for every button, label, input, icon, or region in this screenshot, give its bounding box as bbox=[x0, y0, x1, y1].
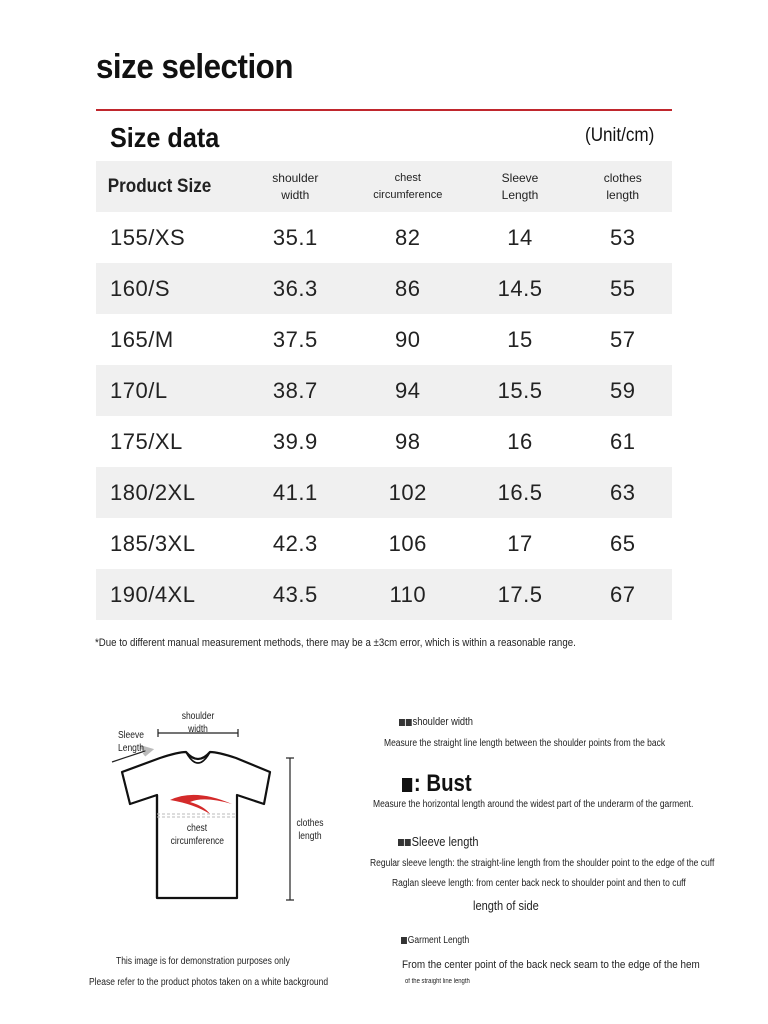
cell-length: 61 bbox=[610, 428, 636, 454]
sleeve-desc-side: length of side bbox=[473, 898, 539, 913]
cell-length: 59 bbox=[610, 377, 636, 403]
diagram-chest-label: chest circumference bbox=[170, 823, 225, 847]
sleeve-length-title-text: Sleeve length bbox=[411, 834, 479, 849]
sleeve-desc-regular: Regular sleeve length: the straight-line length from the shoulder point to the edge of the cuff bbox=[370, 858, 715, 869]
cell-size: 180/2XL bbox=[110, 479, 196, 505]
cell-shoulder: 42.3 bbox=[272, 530, 318, 556]
bullet-icon bbox=[401, 937, 407, 944]
table-row bbox=[96, 314, 672, 365]
cell-size: 175/XL bbox=[110, 428, 183, 454]
title-divider bbox=[96, 109, 672, 111]
table-row bbox=[96, 518, 672, 569]
column-header-sleeve: Sleeve Length bbox=[501, 170, 539, 202]
table-row bbox=[96, 416, 672, 467]
shoulder-width-title bbox=[399, 716, 473, 728]
table-row bbox=[96, 212, 672, 263]
diagram-length-label: clothes length bbox=[296, 818, 324, 842]
cell-sleeve: 16.5 bbox=[497, 479, 543, 505]
size-table bbox=[96, 161, 672, 620]
garment-length-title-text: Garment Length bbox=[407, 935, 470, 946]
column-header-shoulder: shoulder width bbox=[272, 170, 319, 202]
sleeve-length-title bbox=[398, 834, 479, 849]
section-subtitle: Size data bbox=[110, 122, 220, 153]
cell-chest: 110 bbox=[389, 581, 427, 607]
garment-length-desc: From the center point of the back neck seam to the edge of the hem bbox=[402, 959, 700, 971]
column-header-chest: chest circumference bbox=[373, 171, 443, 201]
bullet-icon bbox=[406, 719, 412, 726]
bullet-icon bbox=[398, 839, 404, 846]
cell-shoulder: 36.3 bbox=[272, 275, 318, 301]
cell-shoulder: 39.9 bbox=[272, 428, 318, 454]
cell-sleeve: 14 bbox=[507, 224, 533, 250]
bust-title bbox=[402, 770, 472, 798]
cell-sleeve: 16 bbox=[507, 428, 533, 454]
diagram-shoulder-label: shoulder width bbox=[181, 711, 215, 735]
cell-sleeve: 15 bbox=[507, 326, 533, 352]
disclaimer-photo: Please refer to the product photos taken on a white background bbox=[89, 977, 329, 988]
cell-size: 160/S bbox=[110, 275, 170, 301]
cell-size: 165/M bbox=[110, 326, 174, 352]
shoulder-width-desc: Measure the straight line length between the shoulder points from the back bbox=[384, 738, 666, 749]
garment-length-title bbox=[401, 935, 469, 946]
cell-length: 55 bbox=[610, 275, 636, 301]
disclaimer-demo: This image is for demonstration purposes only bbox=[116, 956, 290, 967]
cell-size: 185/3XL bbox=[110, 530, 196, 556]
cell-chest: 86 bbox=[395, 275, 421, 301]
cell-size: 155/XS bbox=[110, 224, 186, 250]
cell-shoulder: 35.1 bbox=[272, 224, 318, 250]
cell-chest: 98 bbox=[395, 428, 421, 454]
cell-sleeve: 17 bbox=[507, 530, 533, 556]
cell-sleeve: 14.5 bbox=[497, 275, 543, 301]
cell-shoulder: 41.1 bbox=[272, 479, 318, 505]
cell-shoulder: 37.5 bbox=[272, 326, 318, 352]
column-header-length: clothes length bbox=[603, 170, 642, 202]
bullet-icon bbox=[405, 839, 411, 846]
table-row bbox=[96, 569, 672, 620]
table-row bbox=[96, 263, 672, 314]
cell-shoulder: 38.7 bbox=[272, 377, 318, 403]
cell-size: 190/4XL bbox=[110, 581, 196, 607]
cell-chest: 106 bbox=[388, 530, 427, 556]
cell-sleeve: 15.5 bbox=[497, 377, 543, 403]
cell-chest: 90 bbox=[395, 326, 421, 352]
measurement-note: *Due to different manual measurement methods, there may be a ±3cm error, which is within a reasonable range. bbox=[95, 637, 576, 649]
shoulder-width-title-text: shoulder width bbox=[412, 716, 473, 728]
cell-length: 63 bbox=[610, 479, 636, 505]
table-row bbox=[96, 467, 672, 518]
cell-length: 57 bbox=[610, 326, 636, 352]
cell-length: 67 bbox=[610, 581, 636, 607]
cell-chest: 94 bbox=[395, 377, 421, 403]
cell-shoulder: 43.5 bbox=[272, 581, 318, 607]
sleeve-desc-raglan: Raglan sleeve length: from center back neck to shoulder point and then to cuff bbox=[392, 878, 686, 889]
unit-label: (Unit/cm) bbox=[585, 125, 655, 146]
cell-length: 65 bbox=[610, 530, 636, 556]
cell-chest: 82 bbox=[395, 224, 421, 250]
cell-chest: 102 bbox=[388, 479, 427, 505]
cell-sleeve: 17.5 bbox=[497, 581, 543, 607]
column-header-size: Product Size bbox=[107, 176, 212, 197]
bust-desc: Measure the horizontal length around the widest part of the underarm of the garment. bbox=[373, 799, 694, 810]
garment-length-desc-2: of the straight line length bbox=[405, 978, 470, 985]
table-header-row bbox=[96, 161, 672, 212]
bullet-icon bbox=[402, 778, 412, 792]
bullet-icon bbox=[399, 719, 405, 726]
cell-length: 53 bbox=[610, 224, 636, 250]
diagram-sleeve-label: Sleeve Length bbox=[117, 730, 145, 754]
page-title: size selection bbox=[96, 48, 293, 86]
table-row bbox=[96, 365, 672, 416]
bust-title-text: : Bust bbox=[413, 770, 472, 797]
cell-size: 170/L bbox=[110, 377, 168, 403]
